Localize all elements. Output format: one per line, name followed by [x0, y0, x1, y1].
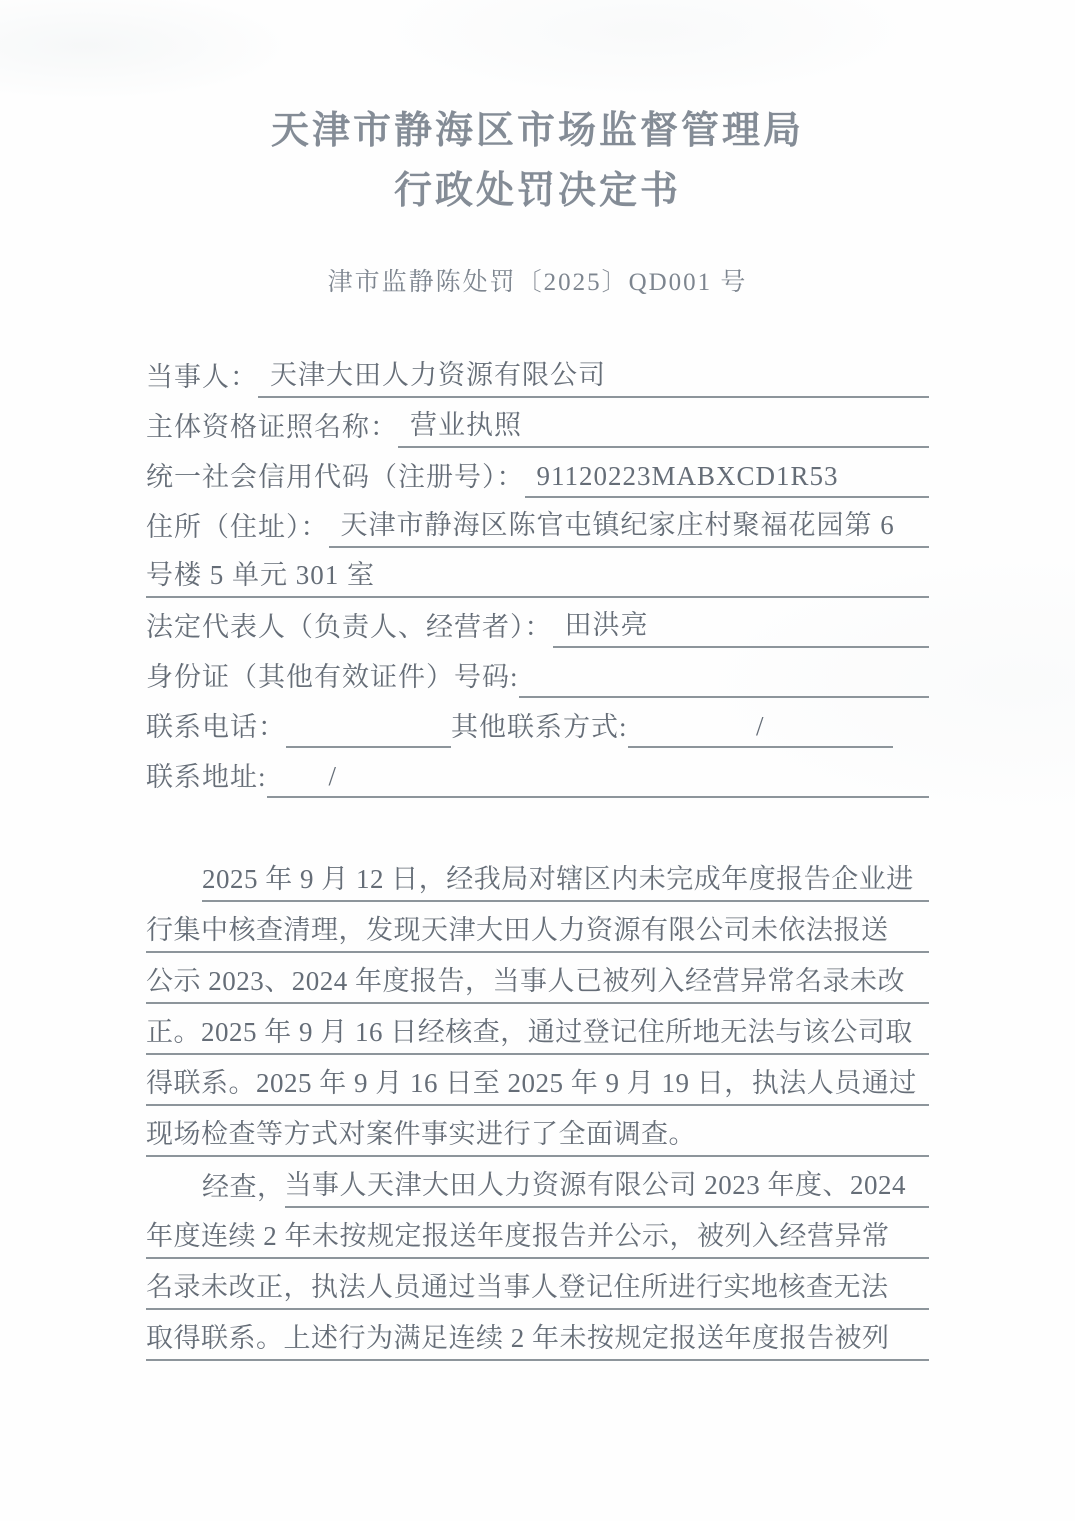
address-value-line2: 号楼 5 单元 301 室 — [146, 553, 929, 598]
document-title — [146, 0, 929, 216]
field-row-contacts — [146, 698, 929, 748]
contact-address-label: 联系地址: — [146, 762, 267, 792]
field-row-legal-rep — [146, 598, 929, 648]
body-text-line: 取得联系。上述行为满足连续 2 年未按规定报送年度报告被列 — [146, 1316, 929, 1361]
body-lead-text: 经查， — [202, 1172, 285, 1202]
field-row-id-number — [146, 648, 929, 698]
field-row-party — [146, 348, 929, 398]
title-document-type: 行政处罚决定书 — [393, 170, 681, 212]
body-p2-line3 — [146, 1259, 929, 1310]
contact-address-value: / — [267, 761, 929, 798]
body-p2-line4 — [146, 1310, 929, 1361]
field-row-credit-code — [146, 448, 929, 498]
penalty-decision-document — [146, 0, 929, 1361]
credit-code-value: 91120223MABXCD1R53 — [525, 461, 930, 498]
body-p1-line4 — [146, 1004, 929, 1055]
legal-rep-label: 法定代表人（负责人、经营者）： — [146, 612, 553, 642]
document-number: 津市监静陈处罚〔2025〕QD001 号 — [327, 269, 748, 296]
body-text-line: 公示 2023、2024 年度报告，当事人已被列入经营异常名录未改 — [146, 959, 929, 1004]
field-row-address-line2 — [146, 548, 929, 598]
phone-label: 联系电话： — [146, 712, 286, 742]
body-text-line: 正。2025 年 9 月 16 日经核查，通过登记住所地无法与该公司取 — [146, 1010, 929, 1055]
other-contact-label: 其他联系方式: — [451, 712, 628, 742]
party-label: 当事人： — [146, 362, 258, 392]
legal-rep-value: 田洪亮 — [553, 603, 930, 648]
body-text-line: 现场检查等方式对案件事实进行了全面调查。 — [146, 1112, 929, 1157]
credit-code-label: 统一社会信用代码（注册号）： — [146, 462, 525, 492]
body-text-line: 行集中核查清理，发现天津大田人力资源有限公司未依法报送 — [146, 908, 929, 953]
decision-body — [146, 851, 929, 1361]
body-p1-line2 — [146, 902, 929, 953]
body-p2-line1 — [146, 1157, 929, 1208]
field-row-contact-address — [146, 748, 929, 798]
body-p1-line5 — [146, 1055, 929, 1106]
title-agency-name: 天津市静海区市场监督管理局 — [270, 110, 804, 152]
address-value-line1: 天津市静海区陈官屯镇纪家庄村聚福花园第 6 — [329, 503, 930, 548]
body-p1-line1 — [146, 851, 929, 902]
license-name-label: 主体资格证照名称： — [146, 412, 398, 442]
body-text-line: 名录未改正，执法人员通过当事人登记住所进行实地核查无法 — [146, 1265, 929, 1310]
license-name-value: 营业执照 — [398, 403, 929, 448]
id-number-label: 身份证（其他有效证件）号码: — [146, 662, 519, 692]
field-row-address-line1 — [146, 498, 929, 548]
other-contact-value: / — [628, 711, 893, 748]
address-label: 住所（住址）： — [146, 512, 329, 542]
body-text-line: 2025 年 9 月 12 日，经我局对辖区内未完成年度报告企业进 — [202, 857, 929, 902]
field-row-license-name — [146, 398, 929, 448]
id-number-value — [519, 692, 929, 698]
body-p2-line2 — [146, 1208, 929, 1259]
body-text-line: 年度连续 2 年未按规定报送年度报告并公示，被列入经营异常 — [146, 1214, 929, 1259]
body-p1-line6 — [146, 1106, 929, 1157]
body-text-line: 得联系。2025 年 9 月 16 日至 2025 年 9 月 19 日，执法人员通过 — [146, 1061, 929, 1106]
body-p1-line3 — [146, 953, 929, 1004]
party-info-fields — [146, 348, 929, 798]
party-value: 天津大田人力资源有限公司 — [258, 353, 929, 398]
body-text-line: 当事人天津大田人力资源有限公司 2023 年度、2024 — [285, 1163, 930, 1208]
phone-value — [286, 742, 451, 748]
